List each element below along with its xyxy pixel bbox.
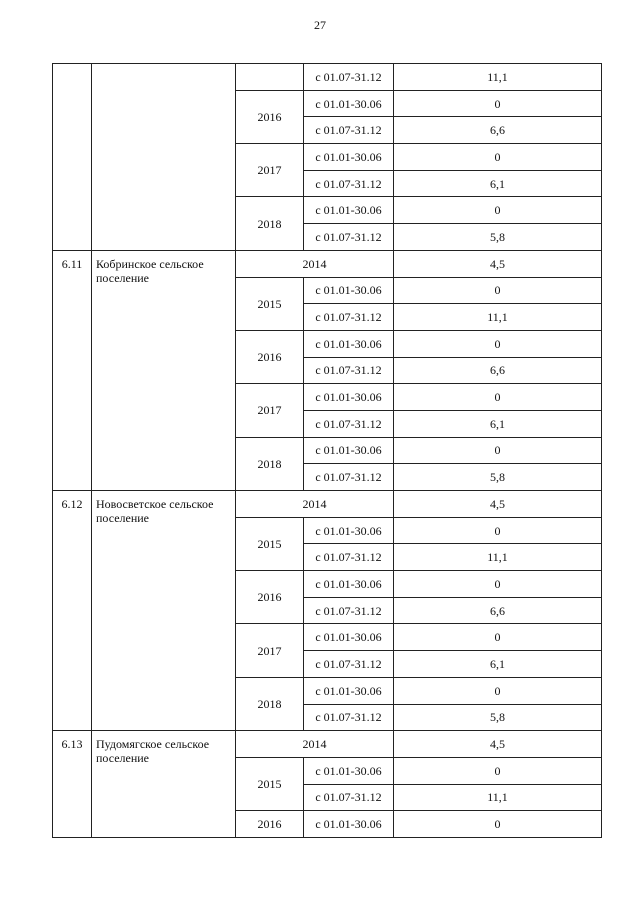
year-cell: 2018 [236,437,304,490]
value-cell: 11,1 [394,784,602,811]
period-cell: с 01.07-31.12 [304,597,394,624]
value-cell: 0 [394,277,602,304]
period-cell: с 01.01-30.06 [304,197,394,224]
value-cell: 0 [394,624,602,651]
year-cell: 2018 [236,197,304,250]
period-cell: с 01.01-30.06 [304,517,394,544]
value-cell: 0 [394,384,602,411]
value-cell: 0 [394,144,602,171]
value-cell: 6,6 [394,117,602,144]
period-cell: с 01.01-30.06 [304,811,394,838]
period-cell: с 01.07-31.12 [304,64,394,91]
table-row [53,64,602,91]
value-cell: 5,8 [394,464,602,491]
period-cell: с 01.07-31.12 [304,410,394,437]
value-cell: 0 [394,677,602,704]
period-cell: с 01.07-31.12 [304,304,394,331]
period-cell: с 01.01-30.06 [304,277,394,304]
year-cell: 2014 [236,491,394,518]
table-row [53,731,602,758]
settlement-name-cell: Новосветское сельское поселение [92,491,236,731]
value-cell: 4,5 [394,731,602,758]
value-cell: 6,1 [394,410,602,437]
period-cell: с 01.01-30.06 [304,437,394,464]
year-cell: 2016 [236,811,304,838]
value-cell: 11,1 [394,544,602,571]
value-cell: 0 [394,330,602,357]
year-cell: 2015 [236,517,304,570]
period-cell: с 01.07-31.12 [304,357,394,384]
value-cell: 0 [394,90,602,117]
settlement-name-cell: Кобринское сельское поселение [92,250,236,490]
value-cell: 11,1 [394,64,602,91]
year-cell: 2015 [236,757,304,810]
period-cell: с 01.01-30.06 [304,384,394,411]
value-cell: 4,5 [394,491,602,518]
value-cell: 4,5 [394,250,602,277]
tariff-table [52,63,602,838]
period-cell: с 01.01-30.06 [304,90,394,117]
value-cell: 0 [394,437,602,464]
period-cell: с 01.07-31.12 [304,224,394,251]
page-number: 27 [314,18,326,32]
year-cell: 2017 [236,144,304,197]
year-cell: 2014 [236,250,394,277]
period-cell: с 01.07-31.12 [304,117,394,144]
value-cell: 5,8 [394,704,602,731]
value-cell: 11,1 [394,304,602,331]
value-cell: 6,1 [394,651,602,678]
row-number-cell: 6.11 [53,250,92,490]
period-cell: с 01.01-30.06 [304,624,394,651]
period-cell: с 01.01-30.06 [304,571,394,598]
year-cell: 2017 [236,624,304,677]
row-number-cell [53,64,92,251]
table-row [53,250,602,277]
settlement-name-cell [92,64,236,251]
year-cell [236,64,304,91]
value-cell: 0 [394,517,602,544]
value-cell: 5,8 [394,224,602,251]
year-cell: 2017 [236,384,304,437]
value-cell: 0 [394,757,602,784]
settlement-name-cell: Пудомягское сельское поселение [92,731,236,838]
value-cell: 0 [394,571,602,598]
period-cell: с 01.07-31.12 [304,651,394,678]
period-cell: с 01.07-31.12 [304,704,394,731]
value-cell: 0 [394,197,602,224]
value-cell: 6,6 [394,597,602,624]
period-cell: с 01.01-30.06 [304,677,394,704]
period-cell: с 01.01-30.06 [304,144,394,171]
row-number-cell: 6.12 [53,491,92,731]
year-cell: 2014 [236,731,394,758]
period-cell: с 01.01-30.06 [304,757,394,784]
period-cell: с 01.07-31.12 [304,464,394,491]
period-cell: с 01.07-31.12 [304,544,394,571]
period-cell: с 01.07-31.12 [304,170,394,197]
table-row [53,491,602,518]
period-cell: с 01.01-30.06 [304,330,394,357]
value-cell: 6,6 [394,357,602,384]
year-cell: 2016 [236,330,304,383]
year-cell: 2016 [236,90,304,143]
value-cell: 0 [394,811,602,838]
period-cell: с 01.07-31.12 [304,784,394,811]
year-cell: 2016 [236,571,304,624]
value-cell: 6,1 [394,170,602,197]
year-cell: 2015 [236,277,304,330]
row-number-cell: 6.13 [53,731,92,838]
year-cell: 2018 [236,677,304,730]
